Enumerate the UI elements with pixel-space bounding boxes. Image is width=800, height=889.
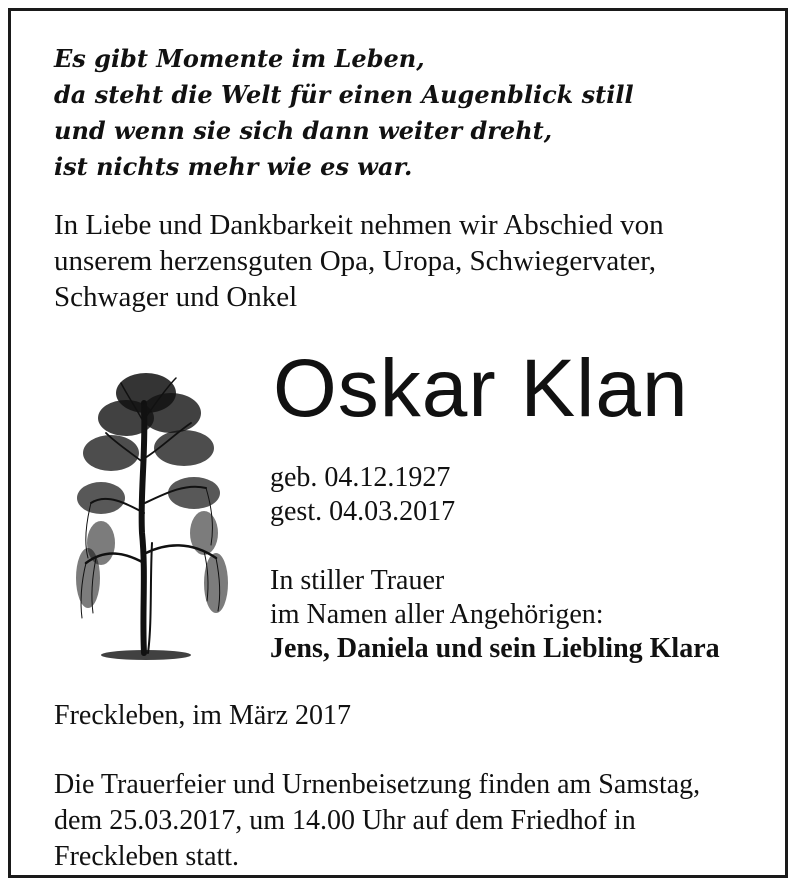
ceremony-line: Freckleben statt. <box>54 841 240 872</box>
mourning-line: In stiller Trauer <box>270 565 445 596</box>
farewell-intro <box>54 207 754 315</box>
deceased-name: Oskar Klan <box>273 343 689 434</box>
poem-line: ist nichts mehr wie es war. <box>54 152 413 181</box>
birth-date: geb. 04.12.1927 <box>270 462 451 493</box>
poem-line: und wenn sie sich dann weiter dreht, <box>54 116 553 145</box>
poem-line: Es gibt Momente im Leben, <box>54 44 425 73</box>
death-date: gest. 04.03.2017 <box>270 496 456 527</box>
poem-line: da steht die Welt für einen Augenblick still <box>54 80 634 109</box>
relatives-line: im Namen aller Angehörigen: <box>270 599 604 630</box>
intro-line: unserem herzensguten Opa, Uropa, Schwiegervater, <box>54 245 656 277</box>
ceremony-info <box>54 767 700 875</box>
life-dates <box>270 461 455 529</box>
place-and-date: Freckleben, im März 2017 <box>54 700 352 731</box>
obituary-frame <box>8 8 788 878</box>
mourners-block <box>270 564 720 666</box>
birch-tree-illustration <box>66 363 236 663</box>
intro-line: Schwager und Onkel <box>54 281 298 313</box>
ceremony-line: dem 25.03.2017, um 14.00 Uhr auf dem Friedhof in <box>54 805 636 836</box>
intro-line: In Liebe und Dankbarkeit nehmen wir Abschied von <box>54 209 664 241</box>
ceremony-line: Die Trauerfeier und Urnenbeisetzung finden am Samstag, <box>54 769 701 800</box>
mourner-names: Jens, Daniela und sein Liebling Klara <box>270 633 720 664</box>
poem <box>54 41 634 185</box>
